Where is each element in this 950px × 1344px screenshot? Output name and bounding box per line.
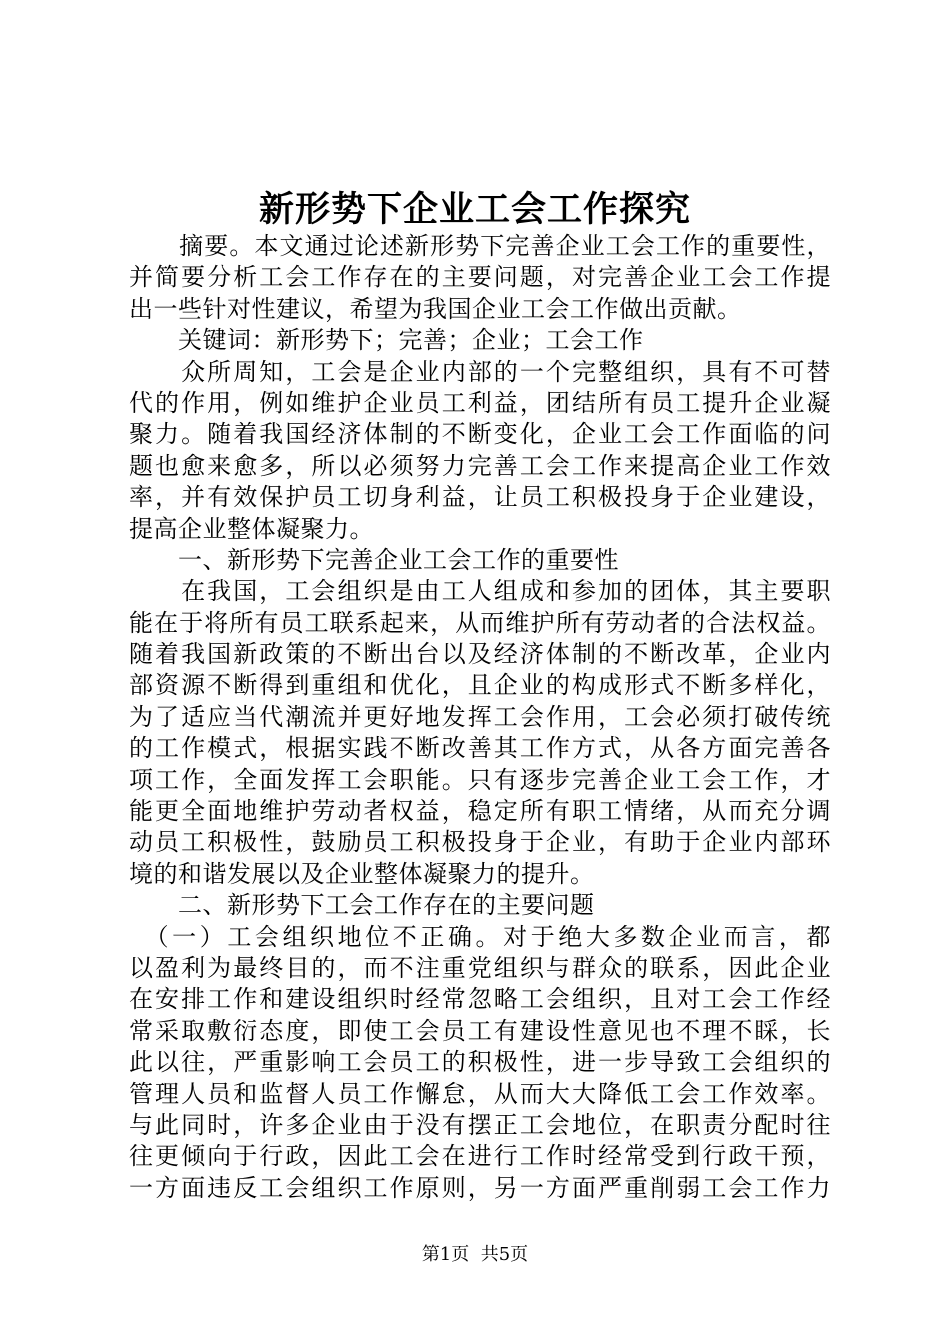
text-line: 一方面违反工会组织工作原则，另一方面严重削弱工会工作力 xyxy=(129,1173,831,1202)
text-line: 常采取敷衍态度，即使工会员工有建设性意见也不理不睬，长 xyxy=(129,1016,831,1045)
text-line: 提高企业整体凝聚力。 xyxy=(129,514,374,543)
text-line: 为了适应当代潮流并更好地发挥工会作用，工会必须打破传统 xyxy=(129,702,831,731)
text-line: 与此同时，许多企业由于没有摆正工会地位，在职责分配时往 xyxy=(129,1110,831,1139)
text-line: （一）工会组织地位不正确。对于绝大多数企业而言，都 xyxy=(129,922,831,951)
text-line: 摘要。本文通过论述新形势下完善企业工会工作的重要性， xyxy=(129,232,831,260)
text-line: 部资源不断得到重组和优化，且企业的构成形式不断多样化， xyxy=(129,671,831,700)
document-body xyxy=(129,231,831,1204)
text-line: 动员工积极性，鼓励员工积极投身于企业，有助于企业内部环 xyxy=(129,828,831,857)
text-line: 聚力。随着我国经济体制的不断变化，企业工会工作面临的问 xyxy=(129,420,831,449)
text-line: 境的和谐发展以及企业整体凝聚力的提升。 xyxy=(129,859,595,888)
text-line: 题也愈来愈多，所以必须努力完善工会工作来提高企业工作效 xyxy=(129,451,831,480)
keywords-line: 关键词：新形势下；完善；企业；工会工作 xyxy=(129,326,644,355)
text-line: 众所周知，工会是企业内部的一个完整组织，具有不可替 xyxy=(129,357,831,386)
text-line: 代的作用，例如维护企业员工利益，团结所有员工提升企业凝 xyxy=(129,388,831,417)
section-heading: 二、新形势下工会工作存在的主要问题 xyxy=(129,891,595,920)
section-heading: 一、新形势下完善企业工会工作的重要性 xyxy=(129,545,619,574)
text-line: 项工作，全面发挥工会职能。只有逐步完善企业工会工作，才 xyxy=(129,765,831,794)
text-line: 管理人员和监督人员工作懈怠，从而大大降低工会工作效率。 xyxy=(129,1079,831,1108)
text-line: 出一些针对性建议，希望为我国企业工会工作做出贡献。 xyxy=(129,294,742,323)
text-line: 并简要分析工会工作存在的主要问题，对完善企业工会工作提 xyxy=(129,263,831,292)
text-line: 以盈利为最终目的，而不注重党组织与群众的联系，因此企业 xyxy=(129,953,831,982)
document-title: 新形势下企业工会工作探究 xyxy=(258,189,691,230)
text-line: 率，并有效保护员工切身利益，让员工积极投身于企业建设， xyxy=(129,483,831,512)
text-line: 能在于将所有员工联系起来，从而维护所有劳动者的合法权益。 xyxy=(129,608,831,637)
page-number-footer: 第1页 共5页 xyxy=(421,1244,529,1265)
text-line: 往更倾向于行政，因此工会在进行工作时经常受到行政干预， xyxy=(129,1142,831,1171)
text-line: 能更全面地维护劳动者权益，稳定所有职工情绪，从而充分调 xyxy=(129,797,831,826)
text-line: 在我国，工会组织是由工人组成和参加的团体，其主要职 xyxy=(129,577,831,606)
text-line: 在安排工作和建设组织时经常忽略工会组织，且对工会工作经 xyxy=(129,985,831,1014)
text-line: 此以往，严重影响工会员工的积极性，进一步导致工会组织的 xyxy=(129,1048,831,1077)
text-line: 随着我国新政策的不断出台以及经济体制的不断改革，企业内 xyxy=(129,640,831,669)
text-line: 的工作模式，根据实践不断改善其工作方式，从各方面完善各 xyxy=(129,734,831,763)
